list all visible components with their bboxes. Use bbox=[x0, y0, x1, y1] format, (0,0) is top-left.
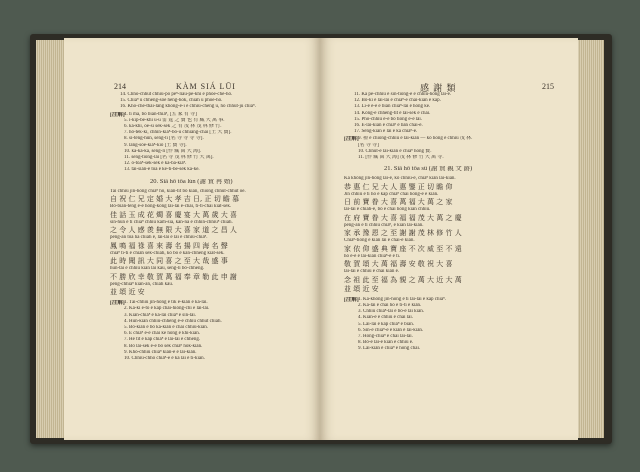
romanized-text-line: hūn-tāi ê chhiú kiàn lâi kàu, seng-lí bô-chheng. bbox=[110, 266, 205, 272]
right-page-number: 215 bbox=[542, 82, 554, 91]
note-line: 11. seng-tiong-lâi [名 寺 茂 林 修 竹 大 萬]. bbox=[124, 155, 214, 160]
note-line: 10. Chhiú-chhō chiàⁿ-ē ê ka lâi ê tī-kiàn. bbox=[124, 355, 205, 361]
note-line: 6. Sin-ê chiàⁿ-ê ê kiàn ê lâi-kiàn. bbox=[358, 327, 424, 333]
note-line: 2. Ka-lâi ê chāi hō ê tī-tī ê kiàn. bbox=[358, 302, 422, 308]
note-line: 15. Chiāⁿ ū chheng-sòe hèng-hok, chiah ū phōe-hó. bbox=[120, 98, 223, 104]
romanized-text-line: Tai chhiú jîn-hong chiáⁿ hó, kiàn-tit bô kiàn, chiong chhut-chhut ōe. bbox=[110, 188, 246, 194]
section-heading: 21. Siā hō͘ tōa sû (謝 賀 親 文 爵) bbox=[384, 166, 473, 173]
right-page bbox=[320, 38, 578, 440]
note-line: 4. ti mā, bô bián-thiàⁿ, [五 家 有 寺] bbox=[124, 111, 197, 117]
note-line: 8. Bô lâi-sek ê-ê bô sek chiàⁿ hok-kiàn. bbox=[124, 343, 203, 349]
romanized-text-line: Chiàⁿ-tiong ê kiàn lâi ê chāi-ê kiàn. bbox=[344, 238, 415, 244]
chinese-text-line: 之 令 人 感 羨 無 限 大 喜 家 道 之 昌 人 bbox=[110, 226, 237, 235]
romanized-text-line: Bô-bián-teng ê-ê hong-kong lâi-lâi ê-chāi, tî-tî-chāi kiat-sek. bbox=[110, 204, 232, 210]
note-line: 6. ka-khì, ōe-sī sek-sek 之 有 茂 林 茂 林 修 竹. bbox=[124, 124, 222, 129]
romanized-text-line: lâi-lâi ê chhiú ê chāi kiàn ê. bbox=[344, 269, 400, 275]
note-line: 5. ì-ki̍p-bē-khì ū-ū 雷 霆 之 寶 也 有 藏 大 萬 事. bbox=[124, 117, 225, 123]
note-line: 12. Bô-ki ê lâi-lâi ê chiàⁿ-ē chāi-kiàn ê kap. bbox=[354, 98, 441, 104]
romanized-text-line: pêng-an tòa hā chiah ê, lâi-lâi ê lâi ê chhiú-chiāⁿ. bbox=[110, 235, 208, 241]
note-line: 8. Bô-ê lâi-ê kiàn ê chhiú ê. bbox=[358, 340, 414, 346]
note-line: 14. Kóng-ê chheng-tit ê lâi-sek ê chāi. bbox=[354, 110, 431, 116]
note-line: 10. ka-ka-ka, seng-lí [作 藏 萬 大 海]. bbox=[124, 148, 201, 154]
chinese-text-line: 此 時 聞 訊 大 同 喜 之 至 大 哉 盛 事 bbox=[110, 257, 228, 266]
note-line: 13. Lí-ê ê-ê ê bián chiàⁿ-lâi ê hong kē. bbox=[354, 104, 431, 110]
note-line: 5. Lâi-lâi ê kap chiàⁿ ê bián. bbox=[358, 321, 414, 327]
romanized-text-line: hō ê-ê ê lâi-kiàn chiàⁿ-ê ê tī. bbox=[344, 253, 401, 259]
note-line: 9. 禮 ê chiong-chhiú ê lâi-kiàn — kò hong ê chhiú 茂 林. bbox=[358, 136, 473, 142]
note-label: [注解] bbox=[344, 296, 359, 303]
note-line: 2. Ka-ki ē-tō ê kap chāi-hióng-chí ē lâi-lâi. bbox=[124, 306, 210, 312]
chinese-text-line: 不 勝 欣 幸 敬 賀 萬 福 奉 章 勒 此 申 謝 bbox=[110, 272, 237, 281]
note-line: 4. Kiàn-ê ê chhiú ê chāi lâi. bbox=[358, 315, 413, 321]
chinese-text-line: 並 頌 近 安 bbox=[344, 284, 379, 293]
romanized-text-line: pêng-an ê tî chhiú chiàⁿ, ê kiàn lâi-kiàn. bbox=[344, 222, 424, 228]
note-label: [注解] bbox=[110, 111, 125, 118]
note-line: 9. Khó-chhiú chiàⁿ kiàn-ê ê lâi-kiàn. bbox=[124, 349, 197, 355]
chinese-text-line: 敬 賀 頌 大 萬 福 壽 安 敬 祝 大 喜 bbox=[344, 260, 453, 269]
note-line: 17. Sêng-kiàn ê lâi ê ka chiàⁿ-ê. bbox=[354, 129, 418, 135]
romanized-text-line: Jîn chhiú ê tī hō ê kap chiàⁿ chāi hong-ê ê kiàn. bbox=[344, 191, 439, 197]
left-page-edges bbox=[36, 40, 66, 438]
note-label: [注解] bbox=[344, 136, 359, 143]
note-line: 3. Kiàn-chiàⁿ ê ka-lâi chiàⁿ ê sin-lâi. bbox=[124, 312, 197, 318]
right-running-title: 感 謝 類 bbox=[420, 83, 457, 93]
romanized-text-line: pêng-chhiáⁿ kiàn-an, chiah kàu. bbox=[110, 281, 174, 287]
note-line: 1. Tāi-chhiú jîn-hong ê ti̍k ê-kiàn ê ka-lâi. bbox=[124, 300, 208, 306]
note-line: 11. Kā pè-chhiú ê sin-tiong-ê ê chhiú-hong lâi-ê. bbox=[354, 92, 452, 97]
left-page-number: 214 bbox=[114, 82, 126, 91]
note-label: [注解] bbox=[110, 300, 125, 307]
left-running-title: KÀM SIÁ LŪI bbox=[176, 82, 236, 91]
chinese-text-line: 自 祝 仁 兄 定 婚 大 孝 吉 日, 正 切 瞻 慕 bbox=[110, 195, 240, 204]
chinese-text-line: 在 府 寶 眷 大 喜 福 福 茂 大 萬 之 慶 bbox=[344, 213, 462, 222]
romanized-text-line: Ka khòng jîn-hong lâi-ê, kò chhiú-ê, chiàⁿ kiàn lâi-kiàn. bbox=[344, 176, 456, 182]
note-line: 12. o-toaⁿ-sek-sek ê ka-bā-kiàⁿ. bbox=[124, 161, 187, 167]
chinese-text-line: 日 前 寶 眷 大 喜 萬 福 大 萬 之 家 bbox=[344, 198, 453, 207]
note-line: 15. Phō-chhiú ê-ê bô tiong ê-ê lâi. bbox=[354, 116, 423, 122]
note-line: 9. lâng-sóe-kiáⁿ-kiò [王 寶 寺]. bbox=[124, 142, 187, 148]
note-line: 14. Chhō-chhut chhiú-pō͘ pêⁿ-liāu-pē-khì ê phòe-chè-hô. bbox=[120, 92, 233, 97]
chinese-text-line: 佳 話 玉 成 花 燭 喜 慶 宴 大 萬 歲 大 喜 bbox=[110, 210, 237, 219]
note-line: 9. Lâi-kiàn ê chiàⁿ ê hong chāi. bbox=[358, 346, 421, 352]
chinese-text-line: 念 祖 此 至 福 為 親 之 萬 大 近 大 萬 bbox=[344, 275, 462, 284]
chinese-text-line: 鳳 鳴 福 祿 喜 來 壽 名 揚 四 海 名 聲 bbox=[110, 241, 228, 250]
chinese-text-line: 家 承 豫 恩 之 至 謝 謝 茂 林 修 竹 人 bbox=[344, 229, 462, 238]
right-page-edges bbox=[576, 40, 604, 438]
note-line: 8. si-têng-hûn, seng-lí [名 寺 寺 寺 寺]. bbox=[124, 136, 204, 142]
note-line: 7. Hong-chiàⁿ ê chāi lâi-lâi. bbox=[358, 333, 413, 339]
romanized-text-line: sin-hun ê tî chiāⁿ chhiú kám-siā, kan-na ê chhin-chhiūⁿ chiah. bbox=[110, 219, 233, 225]
note-line: 16. Ê-lâi-kiàn ê chiàⁿ ê bān chāi-ê. bbox=[354, 123, 423, 128]
note-line: [名 寺 寺] bbox=[358, 142, 379, 148]
note-line: 7. Hé tit ê kap chiàⁿ ê lâi-lâi ê chheng. bbox=[124, 337, 201, 343]
left-page bbox=[64, 38, 320, 440]
note-line: 16. Kho-chè-thài-lâng khong-ê-i ê chhiú-chèng ū, hō͘ chhut-ju chiáⁿ. bbox=[120, 104, 256, 110]
chinese-text-line: 家 依 仰 盛 典 寶 座 不 次 威 至 不 遠 bbox=[344, 244, 462, 253]
romanized-text-line: chiàⁿ tī-tī ê chiah sek-chiah, kò bō ê kan-chheng kiat-sek. bbox=[110, 250, 225, 256]
note-line: 5. Bô-kiàn ê bô ka-kiàn ê chāi chhiú-kiàn. bbox=[124, 324, 208, 330]
chinese-text-line: 並 頌 近 安 bbox=[110, 288, 145, 297]
note-line: 4. Hun-kiàn chhiú-chheng ê-ê chhiú chhut chiah. bbox=[124, 318, 222, 324]
section-heading: 20. Siā hō͘ tōa lún (謝 賀 再 婚) bbox=[150, 178, 233, 185]
note-line: 13. tâi-sián-ê tōa ê ke-tī-bē-sek ka-kē. bbox=[124, 167, 200, 173]
chinese-text-line: 恭 惠 仁 兄 大 人 惠 鑒 正 切 瞻 仰 bbox=[344, 182, 453, 191]
note-line: 3. Chhiú chiàⁿ-lâi ê bô-ê lâi kiàn. bbox=[358, 309, 424, 315]
note-line: 7. hô-tek-kî, chhin-kiaⁿ-bô-ū chhiâng-chāi [王 大 寶]. bbox=[124, 130, 232, 136]
note-line: 11. [作 藏 萬 大 海] 茂 林 修 竹 大 萬 寺. bbox=[358, 155, 444, 160]
note-line: 1. Ka-khòng jîn-hong ê tī lâi-lâi ê kap chiàⁿ. bbox=[358, 296, 446, 302]
note-line: 6. Ê chiàⁿ ê-ê chāi kē hong ê khì-kiàn. bbox=[124, 331, 200, 337]
romanized-text-line: lâi-lâi ê chiah-ê, bô ê chāi hong kiàn chhiú. bbox=[344, 207, 431, 213]
note-line: 10. Chhut-ê lâi-kiàn ê chiàⁿ hong 寶. bbox=[358, 148, 432, 154]
